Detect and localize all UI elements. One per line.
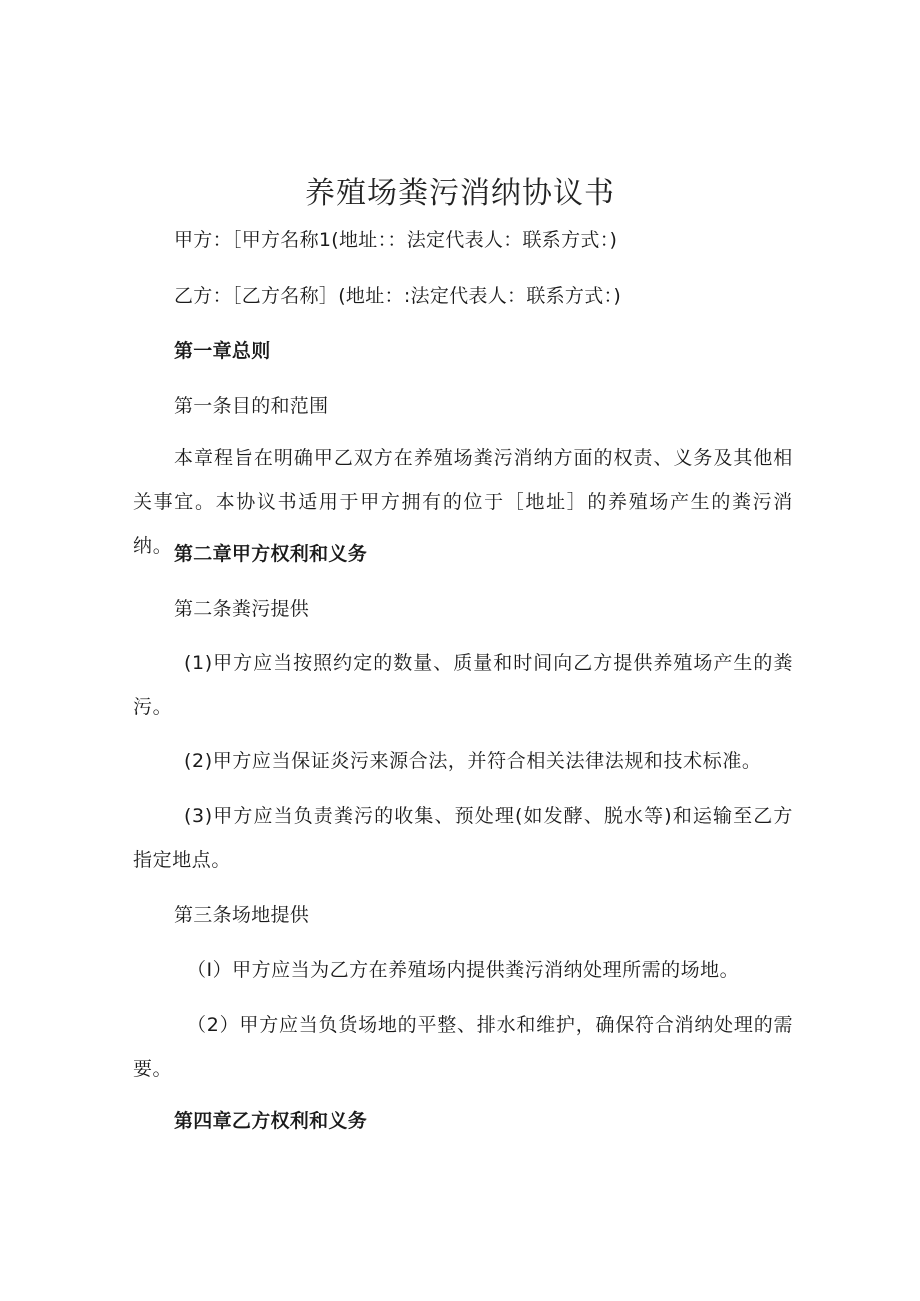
article-3-item-1: （I）甲方应当为乙方在养殖场内提供粪污消纳处理所需的场地。: [187, 959, 740, 981]
article-2-title: 第二条粪污提供: [174, 598, 310, 620]
party-b-line: 乙方：［乙方名称］(地址：:法定代表人：联系方式：): [174, 285, 622, 307]
article-3-title: 第三条场地提供: [174, 904, 310, 926]
chapter-4-heading: 第四章乙方权利和义务: [174, 1110, 368, 1132]
article-1-text: 本章程旨在明确甲乙双方在养殖场粪污消纳方面的权责、义务及其他相关事宜。本协议书适用于甲方拥有的位于［地址］的养殖场产生的粪污消纳。: [133, 447, 793, 557]
party-a-line: 甲方：［甲方名称1(地址：：法定代表人：联系方式：): [174, 229, 618, 251]
article-3-item-2: （2）甲方应当负货场地的平整、排水和维护，确保符合消纳处理的需要。: [133, 1014, 793, 1080]
article-2-item-2: (2)甲方应当保证炎污来源合法，并符合相关法律法规和技术标准。: [184, 750, 762, 772]
chapter-2-heading: 第二章甲方权利和义务: [174, 543, 368, 565]
chapter-1-heading: 第一章总则: [174, 340, 271, 362]
document-title: 养殖场粪污消纳协议书: [305, 176, 615, 211]
article-1-title: 第一条目的和范围: [174, 395, 329, 417]
article-2-item-1: (1)甲方应当按照约定的数量、质量和时间向乙方提供养殖场产生的粪污。: [133, 652, 793, 718]
article-2-item-3: (3)甲方应当负责粪污的收集、预处理(如发酵、脱水等)和运输至乙方指定地点。: [133, 805, 793, 871]
